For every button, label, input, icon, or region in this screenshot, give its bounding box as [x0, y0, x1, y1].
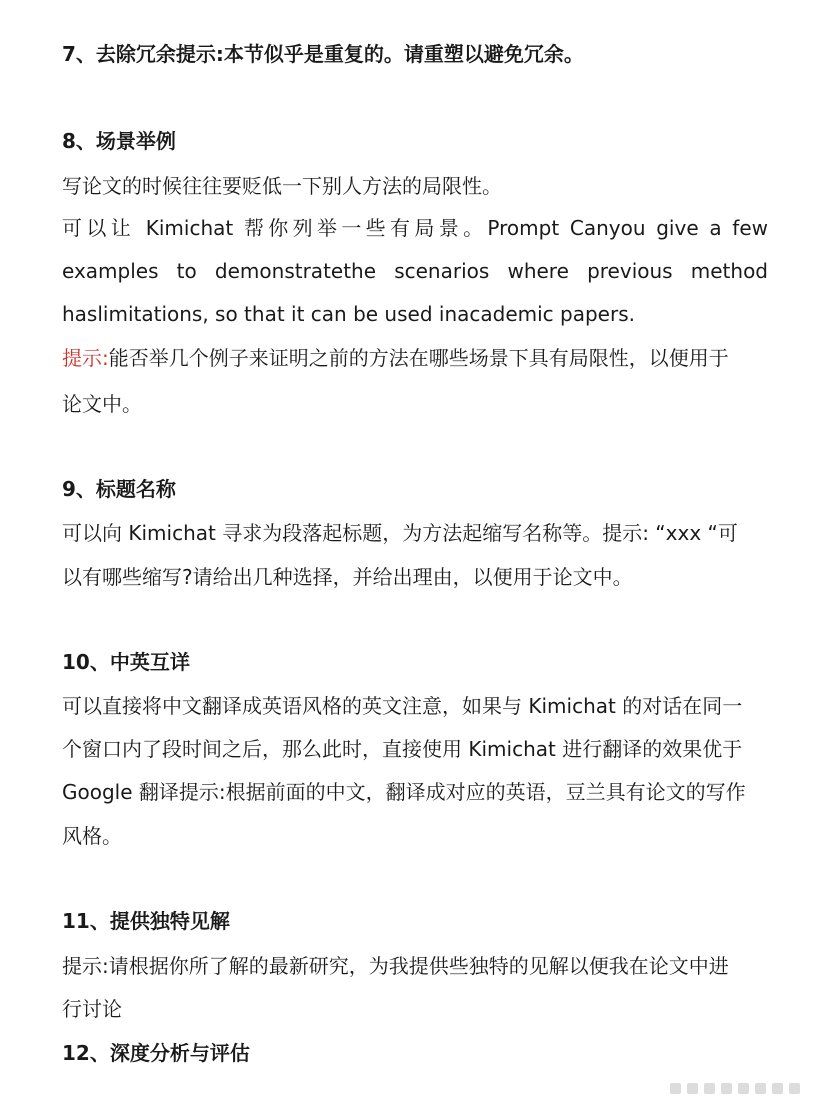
section-8-hint-label: 提示: — [62, 346, 109, 370]
section-10-line-2: 个窗口内了段时间之后，那么此时，直接使用 Kimichat 进行翻译的效果优于 — [62, 737, 743, 761]
watermark-dot — [704, 1083, 715, 1094]
section-11-line-2: 行讨论 — [62, 997, 122, 1021]
section-8-line-1: 写论文的时候往往要贬低一下别人方法的局限性。 — [62, 174, 502, 198]
section-9-heading: 9、标题名称 — [62, 477, 176, 501]
section-8-hint — [62, 344, 729, 372]
section-10-heading: 10、中英互详 — [62, 650, 190, 674]
watermark-dot — [772, 1083, 783, 1094]
watermark-dot — [670, 1083, 681, 1094]
watermark-dot — [687, 1083, 698, 1094]
section-8-hint-text: 能否举几个例子来证明之前的方法在哪些场景下具有局限性，以便用于 — [108, 346, 729, 370]
section-10-line-4: 风格。 — [62, 824, 122, 848]
watermark-dots — [670, 1083, 800, 1094]
watermark-dot — [721, 1083, 732, 1094]
section-7-heading: 7、去除冗余提示:本节似乎是重复的。请重塑以避免冗余。 — [62, 42, 584, 66]
section-8-line-4: haslimitations, so that it can be used inacademic papers. — [62, 302, 635, 326]
section-8-line-2: 可以让 Kimichat 帮你列举一些有局景。Prompt Canyou give a few — [62, 216, 768, 240]
section-8-line-3: examples to demonstratethe scenarios where previous method — [62, 259, 768, 283]
section-11-line-1: 提示:请根据你所了解的最新研究，为我提供些独特的见解以便我在论文中进 — [62, 954, 729, 978]
section-9-line-2: 以有哪些缩写?请给出几种选择，并给出理由，以便用于论文中。 — [62, 565, 633, 589]
watermark-dot — [755, 1083, 766, 1094]
section-12-heading: 12、深度分析与评估 — [62, 1041, 250, 1065]
watermark-dot — [738, 1083, 749, 1094]
section-8-heading: 8、场景举例 — [62, 129, 176, 153]
section-10-line-3: Google 翻译提示:根据前面的中文，翻译成对应的英语，豆兰具有论文的写作 — [62, 780, 746, 804]
section-11-heading: 11、提供独特见解 — [62, 909, 230, 933]
section-8-hint-continuation: 论文中。 — [62, 392, 142, 416]
section-9-line-1: 可以向 Kimichat 寻求为段落起标题，为方法起缩写名称等。提示: “xxx “可 — [62, 521, 738, 545]
watermark-dot — [789, 1083, 800, 1094]
section-10-line-1: 可以直接将中文翻译成英语风格的英文注意，如果与 Kimichat 的对话在同一 — [62, 694, 743, 718]
